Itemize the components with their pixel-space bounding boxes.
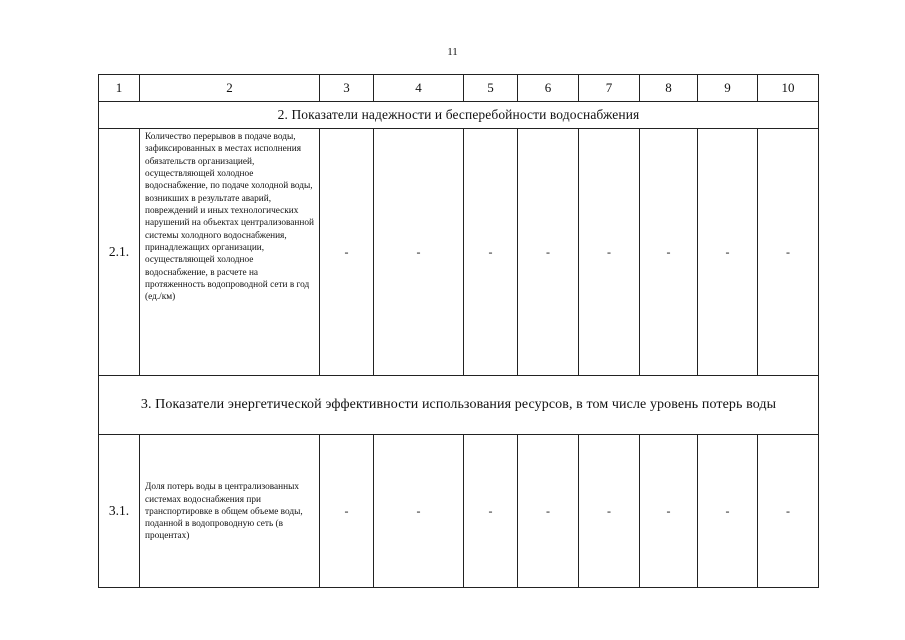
column-header: 3 xyxy=(320,75,374,102)
page-number: 11 xyxy=(447,46,458,58)
value-cell: - xyxy=(698,435,758,588)
value-cell: - xyxy=(374,435,464,588)
section-2-title: 2. Показатели надежности и бесперебойности водоснабжения xyxy=(99,102,819,129)
column-header: 10 xyxy=(758,75,819,102)
value-cell: - xyxy=(579,435,640,588)
column-header: 6 xyxy=(518,75,579,102)
value-cell: - xyxy=(320,435,374,588)
value-cell: - xyxy=(579,129,640,376)
section-row xyxy=(99,376,819,435)
section-row xyxy=(99,102,819,129)
row-description: Количество перерывов в подаче воды, зафиксированных в местах исполнения обязательств организацией, осуществляющей холодное водоснабжение, по подаче холодной воды, возникших в результате аварий, повреждений и иных технологических нарушений на объектах централизованной системы холодного водоснабжения, принадлежащих организации, осуществляющей холодное водоснабжение, в расчете на протяженность водопроводной сети в год (ед./км) xyxy=(140,129,320,376)
value-cell: - xyxy=(698,129,758,376)
column-header: 2 xyxy=(140,75,320,102)
column-header: 7 xyxy=(579,75,640,102)
column-header: 5 xyxy=(464,75,518,102)
row-number: 2.1. xyxy=(99,129,140,376)
value-cell: - xyxy=(758,435,819,588)
value-cell: - xyxy=(640,435,698,588)
table-row xyxy=(99,435,819,588)
column-header: 4 xyxy=(374,75,464,102)
value-cell: - xyxy=(374,129,464,376)
column-header: 9 xyxy=(698,75,758,102)
column-header: 8 xyxy=(640,75,698,102)
row-description: Доля потерь воды в централизованных системах водоснабжения при транспортировке в общем объеме воды, поданной в водопроводную сеть (в процентах) xyxy=(140,435,320,588)
value-cell: - xyxy=(464,129,518,376)
value-cell: - xyxy=(518,129,579,376)
row-number: 3.1. xyxy=(99,435,140,588)
value-cell: - xyxy=(640,129,698,376)
column-header: 1 xyxy=(99,75,140,102)
value-cell: - xyxy=(320,129,374,376)
value-cell: - xyxy=(464,435,518,588)
value-cell: - xyxy=(758,129,819,376)
header-row xyxy=(99,75,819,102)
indicators-table xyxy=(98,74,819,588)
table-row xyxy=(99,129,819,376)
value-cell: - xyxy=(518,435,579,588)
section-3-title: 3. Показатели энергетической эффективности использования ресурсов, в том числе уровень потерь воды xyxy=(99,376,819,435)
